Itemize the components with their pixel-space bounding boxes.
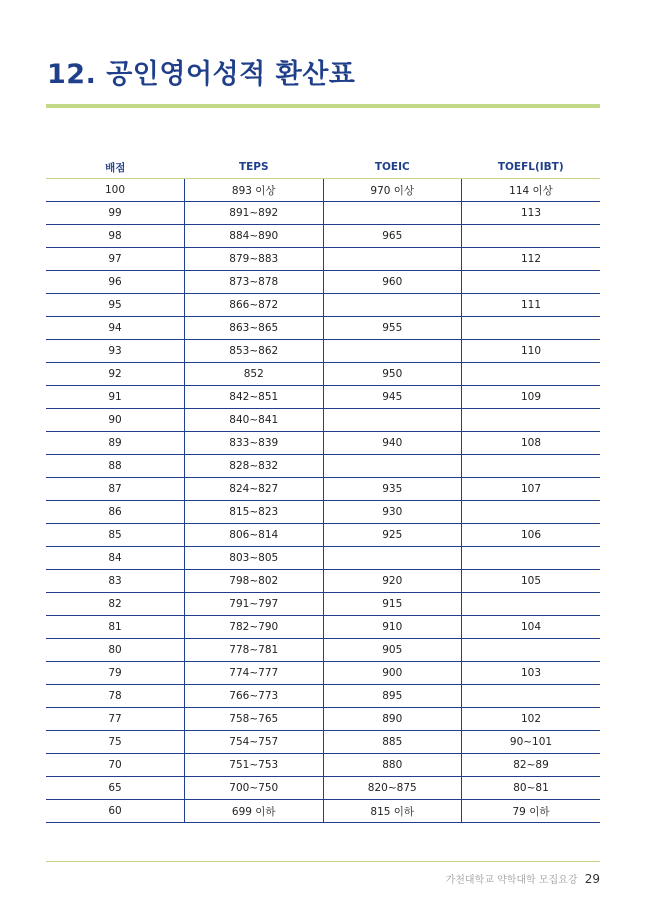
cell-teps: 699 이하 xyxy=(185,800,324,823)
cell-score: 65 xyxy=(46,777,185,800)
table-row xyxy=(46,777,600,800)
cell-toeic: 895 xyxy=(323,685,462,708)
cell-teps: 852 xyxy=(185,363,324,386)
cell-toefl: 113 xyxy=(462,202,601,225)
cell-toefl xyxy=(462,685,601,708)
cell-teps: 893 이상 xyxy=(185,179,324,202)
cell-teps: 782~790 xyxy=(185,616,324,639)
table-row xyxy=(46,455,600,478)
cell-score: 78 xyxy=(46,685,185,708)
cell-toefl: 82~89 xyxy=(462,754,601,777)
table-row xyxy=(46,432,600,455)
cell-score: 60 xyxy=(46,800,185,823)
page-title: 12. 공인영어성적 환산표 xyxy=(47,59,356,90)
cell-toeic: 900 xyxy=(323,662,462,685)
footer-text: 가천대학교 약학대학 모집요강 xyxy=(445,875,578,886)
cell-toeic: 970 이상 xyxy=(323,179,462,202)
cell-score: 82 xyxy=(46,593,185,616)
cell-toeic: 940 xyxy=(323,432,462,455)
cell-toeic: 910 xyxy=(323,616,462,639)
cell-toefl xyxy=(462,639,601,662)
cell-toeic: 935 xyxy=(323,478,462,501)
cell-toeic xyxy=(323,455,462,478)
cell-teps: 866~872 xyxy=(185,294,324,317)
table-row xyxy=(46,271,600,294)
cell-score: 92 xyxy=(46,363,185,386)
table-row xyxy=(46,363,600,386)
table-row xyxy=(46,340,600,363)
table-row xyxy=(46,179,600,202)
cell-toeic xyxy=(323,340,462,363)
cell-toeic xyxy=(323,248,462,271)
cell-toefl: 106 xyxy=(462,524,601,547)
cell-toeic xyxy=(323,409,462,432)
table-row xyxy=(46,685,600,708)
table-row xyxy=(46,524,600,547)
table-row xyxy=(46,593,600,616)
cell-teps: 774~777 xyxy=(185,662,324,685)
table-row xyxy=(46,639,600,662)
cell-score: 79 xyxy=(46,662,185,685)
cell-toefl: 109 xyxy=(462,386,601,409)
header-toefl: TOEFL(IBT) xyxy=(462,156,601,179)
cell-teps: 758~765 xyxy=(185,708,324,731)
header-score: 배점 xyxy=(46,156,185,179)
cell-score: 70 xyxy=(46,754,185,777)
cell-toefl: 104 xyxy=(462,616,601,639)
cell-teps: 700~750 xyxy=(185,777,324,800)
title-divider xyxy=(46,104,600,108)
table-row xyxy=(46,478,600,501)
cell-teps: 853~862 xyxy=(185,340,324,363)
cell-toeic: 950 xyxy=(323,363,462,386)
table-header-row xyxy=(46,156,600,179)
table-row xyxy=(46,662,600,685)
cell-teps: 824~827 xyxy=(185,478,324,501)
cell-toefl: 102 xyxy=(462,708,601,731)
cell-score: 88 xyxy=(46,455,185,478)
cell-toefl xyxy=(462,409,601,432)
cell-toeic xyxy=(323,294,462,317)
cell-toefl xyxy=(462,363,601,386)
table-row xyxy=(46,731,600,754)
cell-toeic: 820~875 xyxy=(323,777,462,800)
table-row xyxy=(46,708,600,731)
table-row xyxy=(46,570,600,593)
cell-toeic: 965 xyxy=(323,225,462,248)
cell-score: 90 xyxy=(46,409,185,432)
cell-toeic: 920 xyxy=(323,570,462,593)
cell-toeic: 915 xyxy=(323,593,462,616)
footer-divider xyxy=(46,861,600,862)
cell-teps: 891~892 xyxy=(185,202,324,225)
cell-toeic: 885 xyxy=(323,731,462,754)
cell-teps: 791~797 xyxy=(185,593,324,616)
cell-teps: 879~883 xyxy=(185,248,324,271)
cell-toeic: 890 xyxy=(323,708,462,731)
cell-score: 75 xyxy=(46,731,185,754)
cell-score: 80 xyxy=(46,639,185,662)
table-row xyxy=(46,294,600,317)
cell-toefl: 110 xyxy=(462,340,601,363)
table-row xyxy=(46,409,600,432)
cell-score: 97 xyxy=(46,248,185,271)
table-row xyxy=(46,616,600,639)
table-row xyxy=(46,317,600,340)
cell-toefl: 80~81 xyxy=(462,777,601,800)
cell-toeic: 930 xyxy=(323,501,462,524)
cell-toefl: 79 이하 xyxy=(462,800,601,823)
cell-teps: 778~781 xyxy=(185,639,324,662)
table-row xyxy=(46,547,600,570)
footer xyxy=(446,871,600,886)
table-row xyxy=(46,501,600,524)
cell-toeic xyxy=(323,202,462,225)
cell-teps: 842~851 xyxy=(185,386,324,409)
cell-score: 83 xyxy=(46,570,185,593)
cell-teps: 884~890 xyxy=(185,225,324,248)
cell-toefl: 108 xyxy=(462,432,601,455)
cell-toefl: 107 xyxy=(462,478,601,501)
cell-toeic: 880 xyxy=(323,754,462,777)
cell-teps: 798~802 xyxy=(185,570,324,593)
cell-toefl xyxy=(462,225,601,248)
cell-score: 84 xyxy=(46,547,185,570)
cell-teps: 815~823 xyxy=(185,501,324,524)
cell-toefl: 112 xyxy=(462,248,601,271)
cell-teps: 754~757 xyxy=(185,731,324,754)
cell-teps: 766~773 xyxy=(185,685,324,708)
cell-teps: 873~878 xyxy=(185,271,324,294)
cell-score: 94 xyxy=(46,317,185,340)
cell-score: 99 xyxy=(46,202,185,225)
table-row xyxy=(46,386,600,409)
cell-score: 77 xyxy=(46,708,185,731)
cell-toeic: 960 xyxy=(323,271,462,294)
table-row xyxy=(46,248,600,271)
cell-score: 86 xyxy=(46,501,185,524)
cell-score: 96 xyxy=(46,271,185,294)
cell-teps: 751~753 xyxy=(185,754,324,777)
cell-teps: 803~805 xyxy=(185,547,324,570)
cell-toefl xyxy=(462,455,601,478)
cell-score: 93 xyxy=(46,340,185,363)
cell-toeic: 905 xyxy=(323,639,462,662)
cell-toeic: 925 xyxy=(323,524,462,547)
table-row xyxy=(46,202,600,225)
cell-teps: 863~865 xyxy=(185,317,324,340)
header-teps: TEPS xyxy=(185,156,324,179)
cell-score: 81 xyxy=(46,616,185,639)
cell-score: 89 xyxy=(46,432,185,455)
table-row xyxy=(46,800,600,823)
table-body xyxy=(46,179,600,823)
table-row xyxy=(46,225,600,248)
cell-toeic xyxy=(323,547,462,570)
cell-score: 100 xyxy=(46,179,185,202)
cell-toefl: 90~101 xyxy=(462,731,601,754)
cell-score: 95 xyxy=(46,294,185,317)
cell-toefl xyxy=(462,317,601,340)
cell-toeic: 815 이하 xyxy=(323,800,462,823)
cell-teps: 806~814 xyxy=(185,524,324,547)
cell-toefl: 105 xyxy=(462,570,601,593)
cell-score: 98 xyxy=(46,225,185,248)
cell-toefl: 111 xyxy=(462,294,601,317)
cell-toefl xyxy=(462,593,601,616)
cell-toefl xyxy=(462,271,601,294)
cell-toefl: 103 xyxy=(462,662,601,685)
cell-score: 85 xyxy=(46,524,185,547)
cell-toefl xyxy=(462,547,601,570)
cell-toefl: 114 이상 xyxy=(462,179,601,202)
cell-teps: 833~839 xyxy=(185,432,324,455)
page-number: 29 xyxy=(584,872,600,886)
cell-toefl xyxy=(462,501,601,524)
table-row xyxy=(46,754,600,777)
cell-toeic: 945 xyxy=(323,386,462,409)
cell-teps: 828~832 xyxy=(185,455,324,478)
header-toeic: TOEIC xyxy=(323,156,462,179)
cell-score: 87 xyxy=(46,478,185,501)
cell-teps: 840~841 xyxy=(185,409,324,432)
cell-score: 91 xyxy=(46,386,185,409)
score-conversion-table xyxy=(46,156,600,823)
cell-toeic: 955 xyxy=(323,317,462,340)
